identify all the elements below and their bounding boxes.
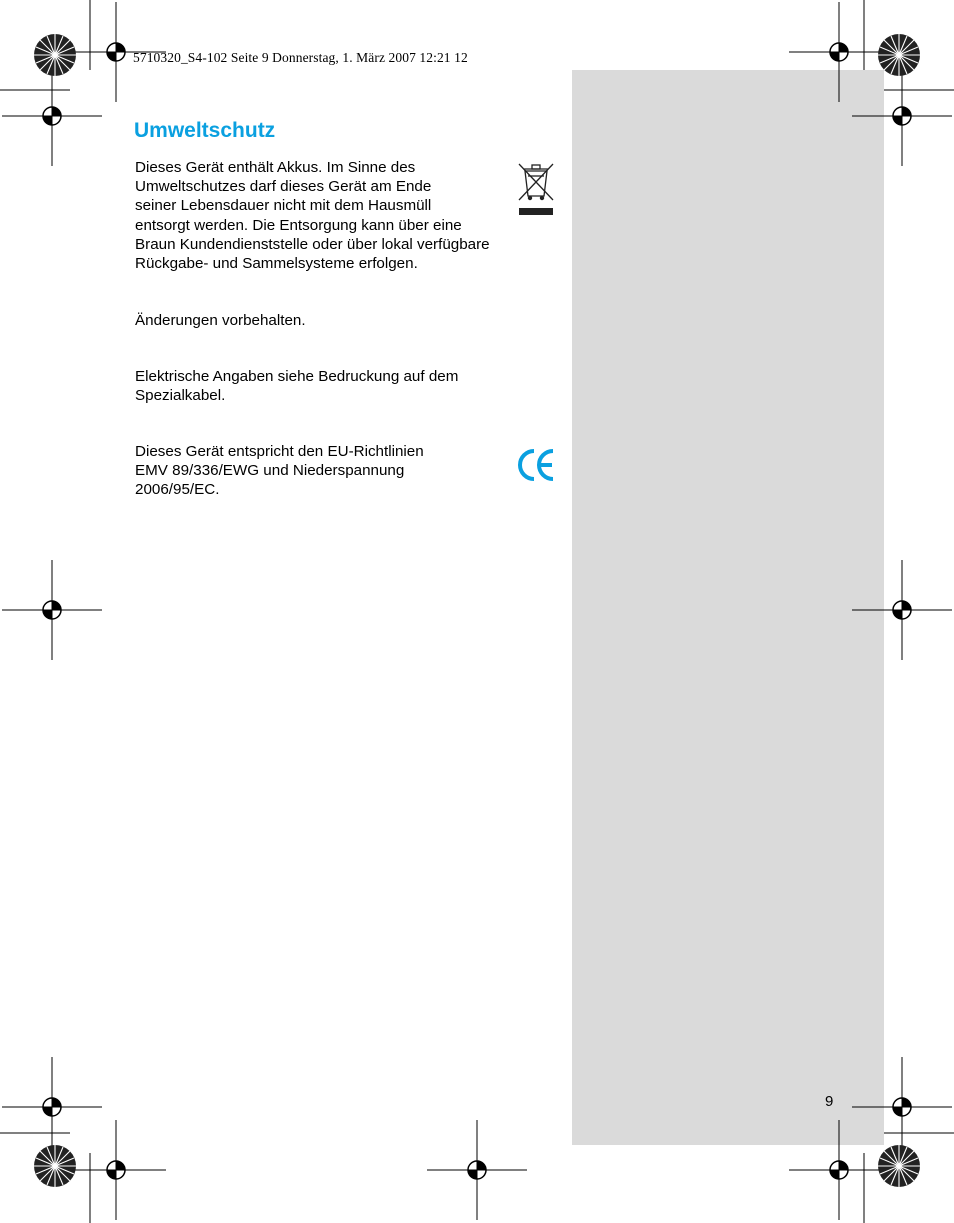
print-header: 5710320_S4-102 Seite 9 Donnerstag, 1. März 2007 12:21 12	[133, 50, 468, 65]
text-line: Elektrische Angaben siehe Bedruckung auf dem	[135, 368, 459, 385]
text-line: seiner Lebensdauer nicht mit dem Hausmüll	[135, 197, 432, 215]
registration-mark	[66, 1120, 166, 1220]
registration-mark	[2, 560, 102, 660]
registration-mark	[427, 1120, 527, 1220]
text-line: Rückgabe- und Sammelsysteme erfolgen.	[135, 255, 418, 273]
starburst-mark	[34, 34, 76, 76]
text-line: Änderungen vorbehalten.	[135, 312, 306, 329]
text-line: 2006/95/EC.	[135, 481, 220, 499]
text-line: Braun Kundendienststelle oder über lokal verfügbare	[135, 235, 490, 253]
text-line: entsorgt werden. Die Entsorgung kann über eine	[135, 216, 462, 234]
registration-mark	[2, 1057, 102, 1157]
registration-mark	[789, 2, 889, 102]
registration-mark	[852, 560, 952, 660]
starburst-mark	[878, 34, 920, 76]
text-line: Spezialkabel.	[135, 387, 226, 405]
page-number: 9	[825, 1093, 834, 1110]
text-line: Dieses Gerät entspricht den EU-Richtlinien	[135, 443, 424, 460]
registration-mark	[789, 1120, 889, 1220]
registration-mark	[2, 66, 102, 166]
starburst-mark	[878, 1145, 920, 1187]
section-title: Umweltschutz	[134, 119, 276, 142]
starburst-mark	[34, 1145, 76, 1187]
registration-mark	[66, 2, 166, 102]
text-line: EMV 89/336/EWG und Niederspannung	[135, 462, 405, 480]
text-line: Umweltschutzes darf dieses Gerät am Ende	[135, 178, 432, 196]
registration-mark	[852, 66, 952, 166]
text-line: Dieses Gerät enthält Akkus. Im Sinne des	[135, 159, 416, 176]
registration-mark	[852, 1057, 952, 1157]
